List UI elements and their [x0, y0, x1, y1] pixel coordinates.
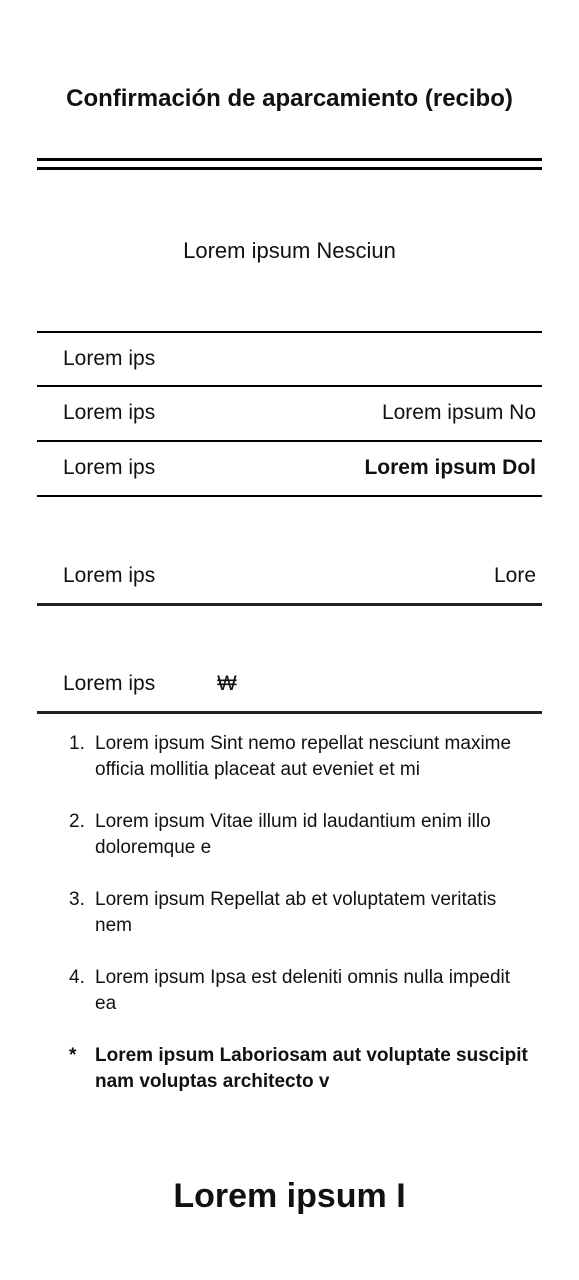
total-divider [37, 711, 542, 714]
title-divider-top [37, 158, 542, 161]
table-row-2-label: Lorem ips [63, 401, 156, 424]
list-item [63, 809, 533, 861]
list-item-text: Lorem ipsum Sint nemo repellat nesciunt maxime officia mollitia placeat aut eveniet et mi [95, 733, 512, 780]
list-item-text: Lorem ipsum Repellat ab et voluptatem veritatis nem [95, 889, 497, 936]
list-item-text: Lorem ipsum Ipsa est deleniti omnis nulla impedit ea [95, 967, 511, 1014]
list-item [63, 887, 533, 939]
total-label: Lorem ips [63, 672, 156, 695]
list-marker: 2. [69, 811, 85, 832]
list-item [63, 965, 533, 1017]
list-marker: * [69, 1045, 77, 1066]
table-divider [37, 495, 542, 497]
receipt-subtitle: Lorem ipsum Nesciun [183, 238, 396, 263]
list-item-text: Lorem ipsum Laboriosam aut voluptate suscipit nam voluptas architecto v [95, 1045, 528, 1092]
fee-label: Lorem ips [63, 564, 156, 587]
table-divider [37, 440, 542, 442]
table-row-2-value: Lorem ipsum No [381, 401, 536, 424]
fee-divider [37, 603, 542, 606]
table-divider [37, 385, 542, 387]
table-divider [37, 331, 542, 333]
notes-list [63, 731, 533, 1121]
footer-text: Lorem ipsum I [173, 1177, 406, 1215]
list-item-text: Lorem ipsum Vitae illum id laudantium enim illo doloremque e [95, 811, 491, 858]
fee-value: Lore [493, 564, 536, 587]
list-item [63, 1043, 533, 1095]
table-row-1-label: Lorem ips [63, 347, 156, 370]
list-item [63, 731, 533, 783]
list-marker: 4. [69, 967, 85, 988]
list-marker: 3. [69, 889, 85, 910]
title-divider-bottom [37, 167, 542, 170]
table-row-3-value: Lorem ipsum Dol [364, 456, 536, 479]
table-row-3-label: Lorem ips [63, 456, 156, 479]
page-title: Confirmación de aparcamiento (recibo) [66, 85, 513, 112]
total-currency: ₩ [217, 672, 237, 695]
list-marker: 1. [69, 733, 85, 754]
